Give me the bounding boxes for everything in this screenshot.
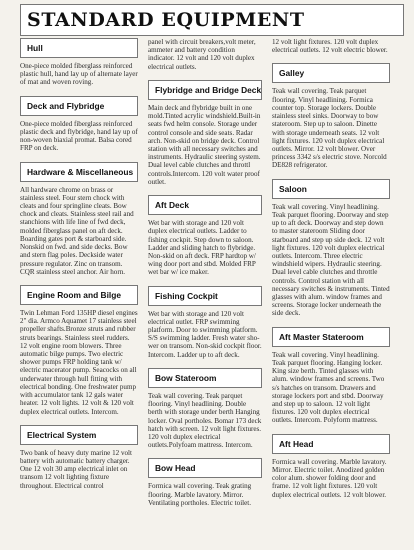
section-body-fishing-cockpit: Wet bar with storage and 120 volt electrical outlet. FRP swimming platform. Door to swimming platform. S/S swimming ladder. Fresh water sho-wer on transom. Non-skid cockpit floor. Intercom. Ladder up to aft deck.: [148, 309, 262, 359]
section-body-aft-head: Formica wall covering. Marble lavatory. Mirror. Electric toilet. Anodized golden color alum. shower folding door and frame. 12 volt light fixtures. 120 volt duplex electrical outlets. 12 volt blower.: [272, 457, 387, 499]
column-left: [20, 38, 138, 550]
section-body-deck-flybridge: One-piece molded fiberglass reinforced plastic deck and flybridge, hand lay up of non-woven biaxial promat. Balsa cored FRP on deck.: [20, 119, 138, 153]
section-body-engine-room: Twin Lehman Ford 135HP diesel engines 2" dia. Armco Aquamet 17 stainless steel propeller shafts.Bronze struts and rubber struts bearings. Stainless steel rudders. 12 volt engine room blowers. Three automatic bilge pumps. Two electric shower pumps FRP holding tank w/ electric macerator pump. Seacocks on all underwater through hull fitting with electrical bonding. One freshwater pump with accumulator tank 12 gals water heater. 12 volt lights. 12 volt & 120 volt duplex electrical outlets. Intercom.: [20, 308, 138, 416]
section-heading-aft-head: Aft Head: [272, 434, 390, 454]
section-body-bow-head: Formica wall covering. Teak grating flooring. Marble lavatory. Mirror. Ventilating portholes. Electric toilet.: [148, 482, 252, 507]
column-right: [272, 38, 390, 550]
section-heading-aft-deck: Aft Deck: [148, 195, 262, 215]
section-body-hull: One-piece molded fiberglass reinforced plastic hull, hand lay up of alternate layer of mat and woven roving.: [20, 62, 138, 87]
section-heading-engine-room: Engine Room and Bilge: [20, 285, 138, 305]
section-body-hardware: All hardware chrome on brass or stainless steel. Four stern chock with cleats and four springline cleats. Bow chock and cleats. Stainless steel rail and stanchions with life line of fwd deck, molded fiberglass panel on aft deck. Boarding gates port & starboard side. Nonskid on fwd. and side decks. Bow and stern flag poles. Deckside water pressure regulator. Zinc on transom. CQR stainless steel anchor. Air horn.: [20, 185, 134, 276]
spec-columns: [20, 38, 404, 550]
section-body-aft-deck: Wet bar with storage and 120 volt duplex electrical outlets. Ladder to fishing cockpit. Step down to saloon. Ladder and sliding hatch to flybridge. Non-skid on aft deck. FRP hardtop w/ wing door port and stbd. Molded FRP wet bar w/ ice maker.: [148, 219, 256, 277]
section-heading-hull: Hull: [20, 38, 138, 58]
section-body-aft-master-stateroom: Teak wall covering. Vinyl headlining. Teak parquet flooring. Hanging locker. King size berth. Tinted glasses with alum. window frames and screens. Two s/s hatches on transom. Drawers and storage lockers port and stbd. Doorway and step up to saloon. 12 volt light fixtures. 120 volt duplex electrical outlets. Intercom. Polyform mattress.: [272, 350, 385, 425]
section-heading-deck-flybridge: Deck and Flybridge: [20, 96, 138, 116]
section-heading-galley: Galley: [272, 63, 390, 83]
section-continuation-electrical: panel with circuit breakers,volt meter, ammeter and battery condition indicator. 12 volt and 120 volt duplex electrical outlets.: [148, 38, 256, 71]
section-heading-saloon: Saloon: [272, 179, 390, 199]
section-body-bow-stateroom: Teak wall covering. Teak parquet flooring. Vinyl headlining. Double berth with storage under berth Hanging locker. Oval portholes. Bomar 173 deck hatch with screen. 12 volt light fixtures. 120 volt duplex electrical outlets.Polyfoam mattress. Intercom.: [148, 391, 262, 450]
section-body-galley: Teak wall covering. Teak parquet flooring. Vinyl headlining. Formica counter top. Storage lockers. Double stainless steel sinks. Doorway to bow stateroom. Step up to saloon. Dinette with storage underneath seats. 12 volt light fixtures. 120 volt duplex electrical outlets. Mirror. 12 volt blower. Over princess 3342 s/s electric stove. Norcold DE828 refrigerator.: [272, 87, 387, 170]
section-heading-hardware: Hardware & Miscellaneous: [20, 162, 138, 182]
section-heading-fishing-cockpit: Fishing Cockpit: [148, 286, 262, 306]
section-body-saloon: Teak wall covering. Vinyl headlining. Teak parquet flooring. Doorway and step up to aft deck. Doorway and step down to master stateroom Sliding door starboard and step up side deck. 12 volt light fixtures. 120 volt duplex electrical outlets. Intercom. Three electric windshield wipers. Hydraulic steering. Dual level cable clutches and throttle controls. Control station with all necessary switches & instruments. Tinted glasses with alum. window frames and screens. Storage locker underneath the side deck.: [272, 202, 390, 318]
page-title: STANDARD EQUIPMENT: [27, 9, 305, 31]
section-heading-electrical: Electrical System: [20, 425, 138, 445]
column-middle: [148, 38, 262, 550]
section-heading-bow-head: Bow Head: [148, 458, 262, 478]
section-continuation-bow-head: 12 volt light fixtures. 120 volt duplex electrical outlets. 12 volt electric blower.: [272, 38, 388, 55]
section-heading-bow-stateroom: Bow Stateroom: [148, 368, 262, 388]
section-body-electrical: Two bank of heavy duty marine 12 volt battery with automatic battery charger. One 12 volt 30 amp electrical inlet on transom 12 volt lighting fixture throughout. Electrical control: [20, 448, 132, 490]
page-header: [20, 4, 404, 36]
section-body-flybridge-bridge-deck: Main deck and flybridge built in one mold.Tinted acrylic windshield.Built-in seats fwd helm console. Storage under control console and side seats. Radar arch. Non-skid on bridge deck. Control station with all necessary switches and instruments. Hydraulic steering system. Dual level cable clutches and throttl controls.Intercom. 120 volt water proof outlet.: [148, 103, 261, 186]
section-heading-flybridge-bridge-deck: Flybridge and Bridge Deck: [148, 80, 262, 100]
section-heading-aft-master-stateroom: Aft Master Stateroom: [272, 327, 390, 347]
